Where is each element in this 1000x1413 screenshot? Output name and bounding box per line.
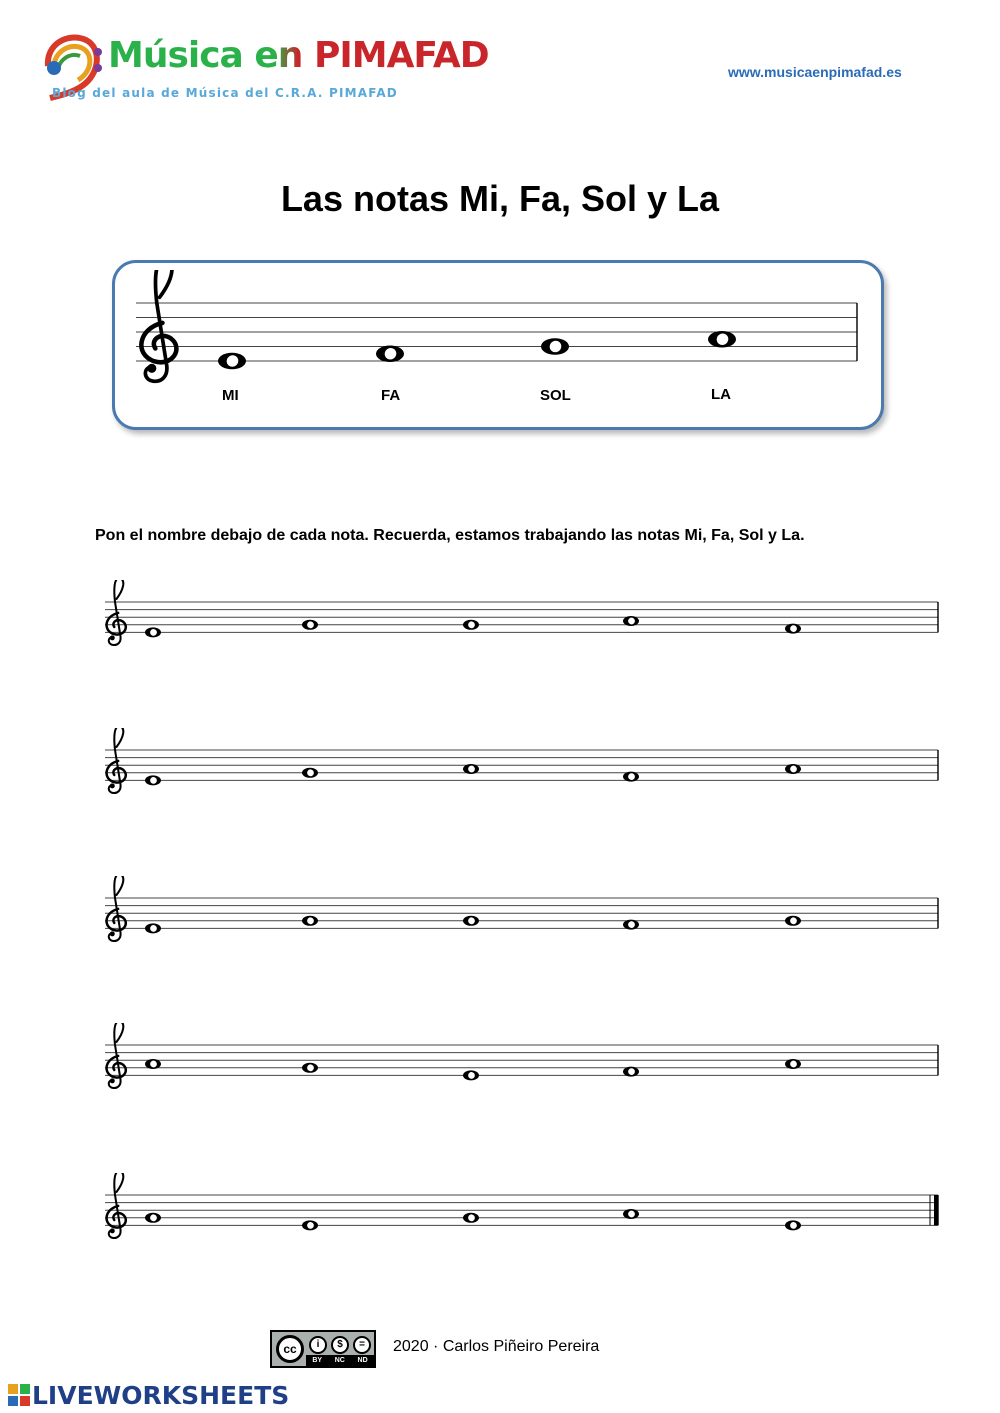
whole-note [145,627,161,637]
site-url: www.musicaenpimafad.es [728,64,902,80]
whole-note [145,775,161,785]
treble-clef-dot [110,931,115,936]
reference-staff [120,270,870,390]
reference-label-sol: SOL [540,387,571,404]
cc-license-badge [270,1330,376,1368]
treble-clef-curl [107,1056,126,1078]
liveworksheets-brand[interactable] [8,1380,289,1410]
whole-note [785,1220,801,1230]
whole-note [623,616,639,626]
liveworksheets-icon [8,1384,30,1406]
whole-note [463,764,479,774]
whole-note [623,772,639,782]
treble-clef-icon [107,876,126,941]
treble-clef-curl [141,323,176,362]
treble-clef-curl [107,1206,126,1228]
whole-note [376,345,404,362]
footer-credit: 2020 · Carlos Piñeiro Pereira [393,1338,600,1355]
treble-clef-curl [107,909,126,931]
exercise-staff-1 [100,580,945,655]
whole-note [463,1213,479,1223]
nd-icon: = [353,1336,371,1354]
nc-icon: $ [331,1336,349,1354]
treble-clef-dot [110,1228,115,1233]
whole-note [623,1067,639,1077]
whole-note [302,768,318,778]
treble-clef-dot [110,1078,115,1083]
treble-clef-icon [107,580,126,645]
exercise-staff-4 [100,1023,945,1098]
whole-note [708,331,736,348]
whole-note [302,620,318,630]
treble-clef-curl [107,613,126,635]
whole-note [463,916,479,926]
whole-note [541,338,569,355]
treble-clef-dot [110,635,115,640]
logo-title [108,34,489,78]
whole-note [218,353,246,370]
whole-note [302,916,318,926]
by-icon: i [309,1336,327,1354]
treble-clef-dot [110,783,115,788]
license-term-nd: ND [357,1357,368,1364]
instruction: Pon el nombre debajo de cada nota. Recuerda, estamos trabajando las notas Mi, Fa, Sol y La. [95,527,805,544]
whole-note [785,916,801,926]
whole-note [463,620,479,630]
whole-note [145,923,161,933]
whole-note [145,1213,161,1223]
license-term-by: BY [312,1357,323,1364]
reference-label-mi: MI [222,387,239,404]
whole-note [785,764,801,774]
logo-subtitle: Blog del aula de Música del C.R.A. PIMAFAD [52,86,398,100]
whole-note [145,1059,161,1069]
treble-clef-icon [141,270,176,381]
treble-clef-curl [107,761,126,783]
whole-note [302,1063,318,1073]
treble-clef-dot [147,364,156,373]
page-title: Las notas Mi, Fa, Sol y La [280,178,720,219]
treble-clef-icon [107,1023,126,1088]
final-barline [934,1195,938,1225]
whole-note [785,1059,801,1069]
whole-note [785,624,801,634]
reference-label-la: LA [711,386,731,403]
whole-note [623,1209,639,1219]
license-terms [306,1355,374,1366]
whole-note [463,1070,479,1080]
reference-label-fa: FA [381,387,401,404]
logo-text: Música en PIMAFAD [108,35,489,76]
exercise-staff-3 [100,876,945,951]
exercise-staff-5 [100,1173,945,1248]
whole-note [302,1220,318,1230]
exercise-staff-2 [100,728,945,803]
treble-clef-icon [107,1173,126,1238]
whole-note [623,920,639,930]
brand-text: LIVEWORKSHEETS [32,1380,290,1410]
cc-icon: cc [276,1335,304,1363]
treble-clef-icon [107,728,126,793]
license-term-nc: NC [334,1357,345,1364]
